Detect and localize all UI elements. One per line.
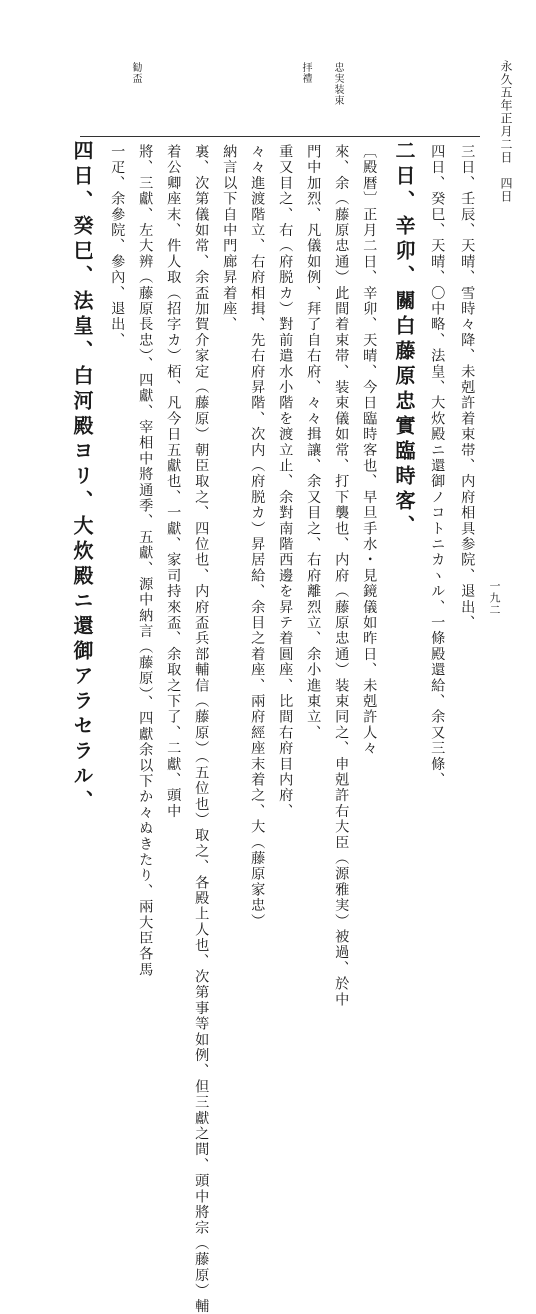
column-9: 納言以下自中門廊昇着座、	[221, 144, 238, 333]
page-number: 一九二	[488, 580, 501, 616]
marginal-note-2: 拝禮	[300, 62, 311, 84]
column-1: 三日、壬辰、天晴、雪時々降、未剋許着束帯、内府相具参院、退出、	[459, 144, 476, 631]
column-13: 一疋、余參院、參內、退出、	[109, 144, 126, 349]
marginal-note-1: 忠実装束	[332, 62, 343, 106]
column-12: 將、三獻、左大辨（藤原長忠）、四獻、宰相中將通季、五獻、源中納言（藤原）、四獻余以下か々ぬきたり、兩大臣各馬	[137, 144, 154, 978]
header-rule	[80, 136, 480, 137]
column-11: 着公卿座末、件人取（招字カ）栢、凡今日五獻也、一獻、家司持來盃、余取之下了、二獻、頭中	[165, 144, 182, 820]
column-4: 〔殿暦〕正月二日、辛卯、天晴、今日臨時客也、早旦手水・見鏡儀如昨日、未剋許人々	[361, 144, 378, 757]
running-title: 永久五年正月二日 四日	[499, 60, 513, 203]
column-7: 重又目之、右（府脱カ）對前遣水小階を渡立止、余對南階西邊を昇テ着圓座、比間右府目内府、	[277, 144, 294, 820]
heading-2: 四日、癸巳、法皇、白河殿ヨリ、大炊殿ニ還御アラセラル、	[70, 140, 94, 815]
column-8: 々々進渡階立、右府相揖、先右府昇階、次内（府脱カ）昇居給、余目之着座、兩府經座末着之、大（藤原家忠）	[249, 144, 266, 929]
column-6: 門中加烈、凡儀如例、拜了自右府、々々揖讓、余又目之、右府離烈立、余小進東立、	[305, 144, 322, 741]
column-5: 來、余（藤原忠通）此間着束帯、装束儀如常、打下襲也、内府（藤原忠通）装束同之、申剋許右大臣（源雅実）被過、於中	[333, 144, 350, 1008]
heading-1: 二日、辛卯、關白藤原忠實臨時客、	[392, 140, 416, 540]
column-10: 裏、次第儀如常、余盃加賀介家定（藤原）朝臣取之、四位也、内府盃兵部輔信（藤原）（五位也）取之、各殿上人也、次第事等如例、但三獻之間、頭中將宗（藤原）輔	[193, 144, 210, 1314]
column-2: 四日、癸巳、天晴、〇中略、法皇、大炊殿ニ還御ノコトニカヽル、一條殿還給、余又三條、	[429, 144, 446, 788]
marginal-note-3: 勧盃	[130, 62, 141, 84]
